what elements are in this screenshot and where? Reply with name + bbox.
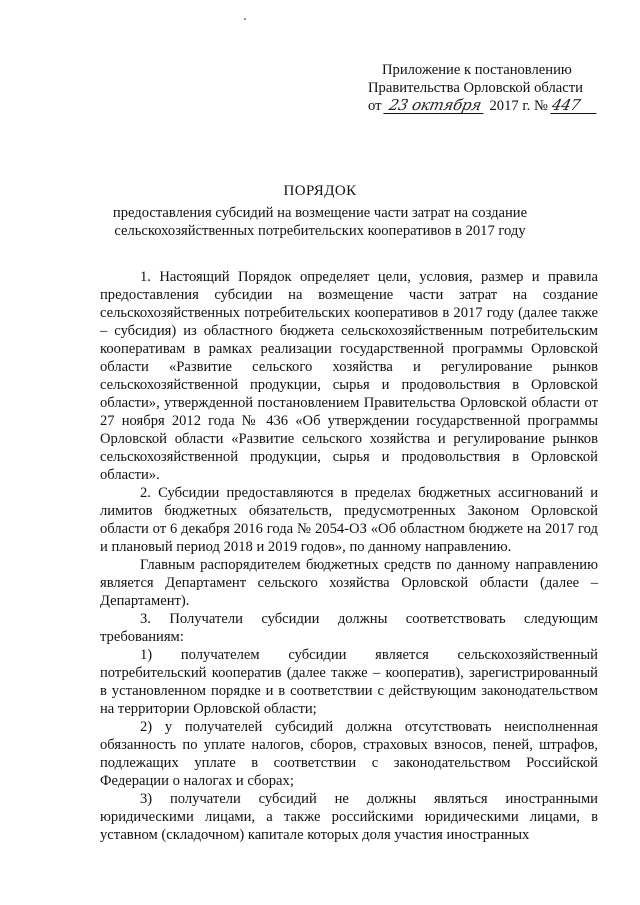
header-year: 2017 г. № — [489, 98, 548, 114]
approval-header — [368, 61, 628, 115]
paragraph-4: 3. Получатели субсидии должны соответствовать следующим требованиям: — [100, 611, 598, 645]
header-line-date — [368, 97, 628, 115]
document-subtitle: предоставления субсидий на возмещение части затрат на создание сельскохозяйственных потребительских кооперативов в 2017 году — [112, 205, 528, 239]
paragraph-7: 3) получатели субсидий не должны являться иностранными юридическими лицами, а также российскими юридическими лицами, в уставном (складочном) капитале которых доля участия иностранных — [100, 791, 598, 843]
paragraph-2: 2. Субсидии предоставляются в пределах бюджетных ассигнований и лимитов бюджетных обязательств, предусмотренных Законом Орловской области от 6 декабря 2016 года № 2054-ОЗ «Об областном бюджете на 2017 год и плановый период 2018 и 2019 годов», по данному направлению. — [100, 485, 598, 555]
paragraph-6: 2) у получателей субсидий должна отсутствовать неисполненная обязанность по уплате налогов, сборов, страховых взносов, пеней, штрафов, подлежащих уплате в соответствии с законодательством Российской Федерации о налогах и сборах; — [100, 719, 598, 789]
header-line-appendix: Приложение к постановлению — [382, 62, 572, 78]
header-prefix: от — [368, 98, 382, 114]
document-body — [100, 268, 598, 844]
paragraph-5: 1) получателем субсидии является сельскохозяйственный потребительский кооператив (далее также – кооператив), зарегистрированный в установленном порядке и в соответствии с действующим законодательством на территории Орловской области; — [100, 647, 598, 717]
scan-dot — [244, 18, 246, 20]
handwritten-date: 23 октября — [384, 98, 487, 114]
header-line-government: Правительства Орловской области — [368, 80, 583, 96]
paragraph-3: Главным распорядителем бюджетных средств по данному направлению является Департамент сельского хозяйства Орловской области (далее – Департамент). — [100, 557, 598, 609]
handwritten-number: 447 — [550, 98, 599, 114]
document-title: ПОРЯДОК — [283, 183, 357, 199]
paragraph-1: 1. Настоящий Порядок определяет цели, условия, размер и правила предоставления субсидии на возмещение части затрат на создание сельскохозяйственных потребительских кооперативов в 2017 году (далее также – субсидия) из областного бюджета сельскохозяйственным потребительским кооперативам в рамках реализации государственной программы Орловской области «Развитие сельского хозяйства и регулирование рынков сельскохозяйственной продукции, сырья и продовольствия в Орловской области», утвержденной постановлением Правительства Орловской области от 27 ноября 2012 года № 436 «Об утверждении государственной программы Орловской области «Развитие сельского хозяйства и регулирование рынков сельскохозяйственной продукции, сырья и продовольствия в Орловской области». — [100, 269, 598, 483]
